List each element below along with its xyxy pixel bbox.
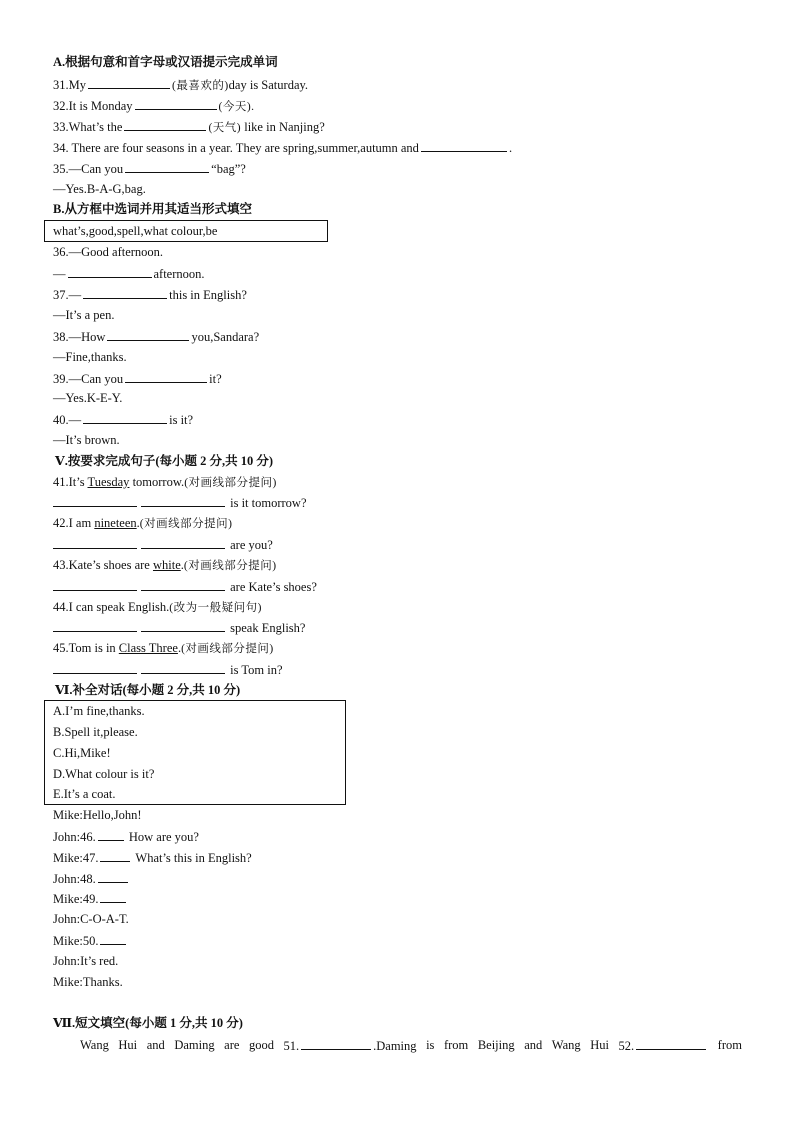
dialogue-line-6: John:C-O-A-T.	[53, 912, 129, 926]
answer-blank-39[interactable]	[125, 370, 207, 383]
question-33: 33.What’s the (天气) like in Nanjing?	[53, 120, 325, 134]
answer-blank-44a[interactable]	[53, 619, 137, 632]
question-44: 44.I can speak English.(改为一般疑问句)	[53, 600, 262, 614]
passage-line-1: Wang Hui and Daming are good 51. .Daming is from Beijing and Wang Hui 52. from	[80, 1038, 742, 1053]
section-b-heading: B.从方框中选词并用其适当形式填空	[53, 202, 252, 216]
dialogue-line-8: John:It’s red.	[53, 954, 119, 968]
answer-blank-44b[interactable]	[141, 619, 225, 632]
answer-45: is Tom in?	[53, 661, 283, 678]
question-43: 43.Kate’s shoes are white.(对画线部分提问)	[53, 558, 277, 572]
word-box-text: what’s,good,spell,what colour,be	[53, 224, 218, 238]
section-vii-heading: Ⅶ.短文填空(每小题 1 分,共 10 分)	[53, 1016, 243, 1030]
question-31: 31.My (最喜欢的)day is Saturday.	[53, 78, 309, 92]
question-38-reply: —Fine,thanks.	[53, 350, 127, 364]
answer-blank-32[interactable]	[135, 97, 217, 110]
answer-41: is it tomorrow?	[53, 494, 307, 511]
answer-blank-38[interactable]	[107, 328, 189, 341]
question-40: 40.— is it?	[53, 413, 194, 427]
question-36: 36.—Good afternoon.	[53, 245, 164, 259]
question-41: 41.It’s Tuesday tomorrow.(对画线部分提问)	[53, 475, 277, 489]
answer-43: are Kate’s shoes?	[53, 578, 317, 595]
question-36-answer: — afternoon.	[53, 267, 205, 281]
answer-blank-48[interactable]	[98, 870, 128, 883]
answer-blank-34[interactable]	[421, 139, 507, 152]
answer-blank-46[interactable]	[98, 828, 124, 841]
answer-blank-40[interactable]	[83, 411, 167, 424]
answer-blank-42a[interactable]	[53, 536, 137, 549]
dialogue-line-48: John:48.	[53, 870, 130, 887]
option-d: D.What colour is it?	[53, 767, 155, 781]
option-c: C.Hi,Mike!	[53, 746, 111, 760]
question-39-reply: —Yes.K-E-Y.	[53, 391, 123, 405]
answer-blank-50[interactable]	[100, 932, 126, 945]
answer-blank-41a[interactable]	[53, 494, 137, 507]
answer-blank-42b[interactable]	[141, 536, 225, 549]
answer-blank-31[interactable]	[88, 76, 170, 89]
answer-blank-35[interactable]	[125, 160, 209, 173]
dialogue-line-50: Mike:50.	[53, 932, 128, 949]
answer-blank-33[interactable]	[124, 118, 206, 131]
question-37-reply: —It’s a pen.	[53, 308, 115, 322]
option-e: E.It’s a coat.	[53, 787, 116, 801]
answer-42: are you?	[53, 536, 273, 553]
dialogue-line-9: Mike:Thanks.	[53, 975, 123, 989]
question-38: 38.—How you,Sandara?	[53, 330, 260, 344]
question-34: 34. There are four seasons in a year. They are spring,summer,autumn and .	[53, 141, 513, 155]
answer-blank-43b[interactable]	[141, 578, 225, 591]
question-35-reply: —Yes.B-A-G,bag.	[53, 182, 146, 196]
answer-blank-41b[interactable]	[141, 494, 225, 507]
question-35: 35.—Can you “bag”?	[53, 162, 246, 176]
dialogue-line-49: Mike:49.	[53, 890, 128, 907]
question-39: 39.—Can you it?	[53, 372, 222, 386]
question-32: 32.It is Monday (今天).	[53, 99, 255, 113]
section-a-heading: A.根据句意和首字母或汉语提示完成单词	[53, 55, 278, 69]
question-42: 42.I am nineteen.(对画线部分提问)	[53, 516, 233, 530]
answer-44: speak English?	[53, 619, 305, 636]
answer-blank-45a[interactable]	[53, 661, 137, 674]
answer-blank-52[interactable]	[636, 1037, 706, 1050]
question-45: 45.Tom is in Class Three.(对画线部分提问)	[53, 641, 274, 655]
dialogue-line-1: Mike:Hello,John!	[53, 808, 142, 822]
option-a: A.I’m fine,thanks.	[53, 704, 145, 718]
dialogue-line-46: John:46. How are you?	[53, 830, 199, 844]
answer-blank-37[interactable]	[83, 286, 167, 299]
answer-blank-51[interactable]	[301, 1037, 371, 1050]
answer-blank-36[interactable]	[68, 265, 152, 278]
section-v-heading: Ⅴ.按要求完成句子(每小题 2 分,共 10 分)	[55, 454, 274, 468]
answer-blank-45b[interactable]	[141, 661, 225, 674]
dialogue-line-47: Mike:47. What’s this in English?	[53, 851, 252, 865]
answer-blank-43a[interactable]	[53, 578, 137, 591]
option-b: B.Spell it,please.	[53, 725, 138, 739]
answer-blank-49[interactable]	[100, 890, 126, 903]
answer-blank-47[interactable]	[100, 849, 130, 862]
question-37: 37.— this in English?	[53, 288, 247, 302]
question-40-reply: —It’s brown.	[53, 433, 120, 447]
section-vi-heading: Ⅵ.补全对话(每小题 2 分,共 10 分)	[55, 683, 241, 697]
